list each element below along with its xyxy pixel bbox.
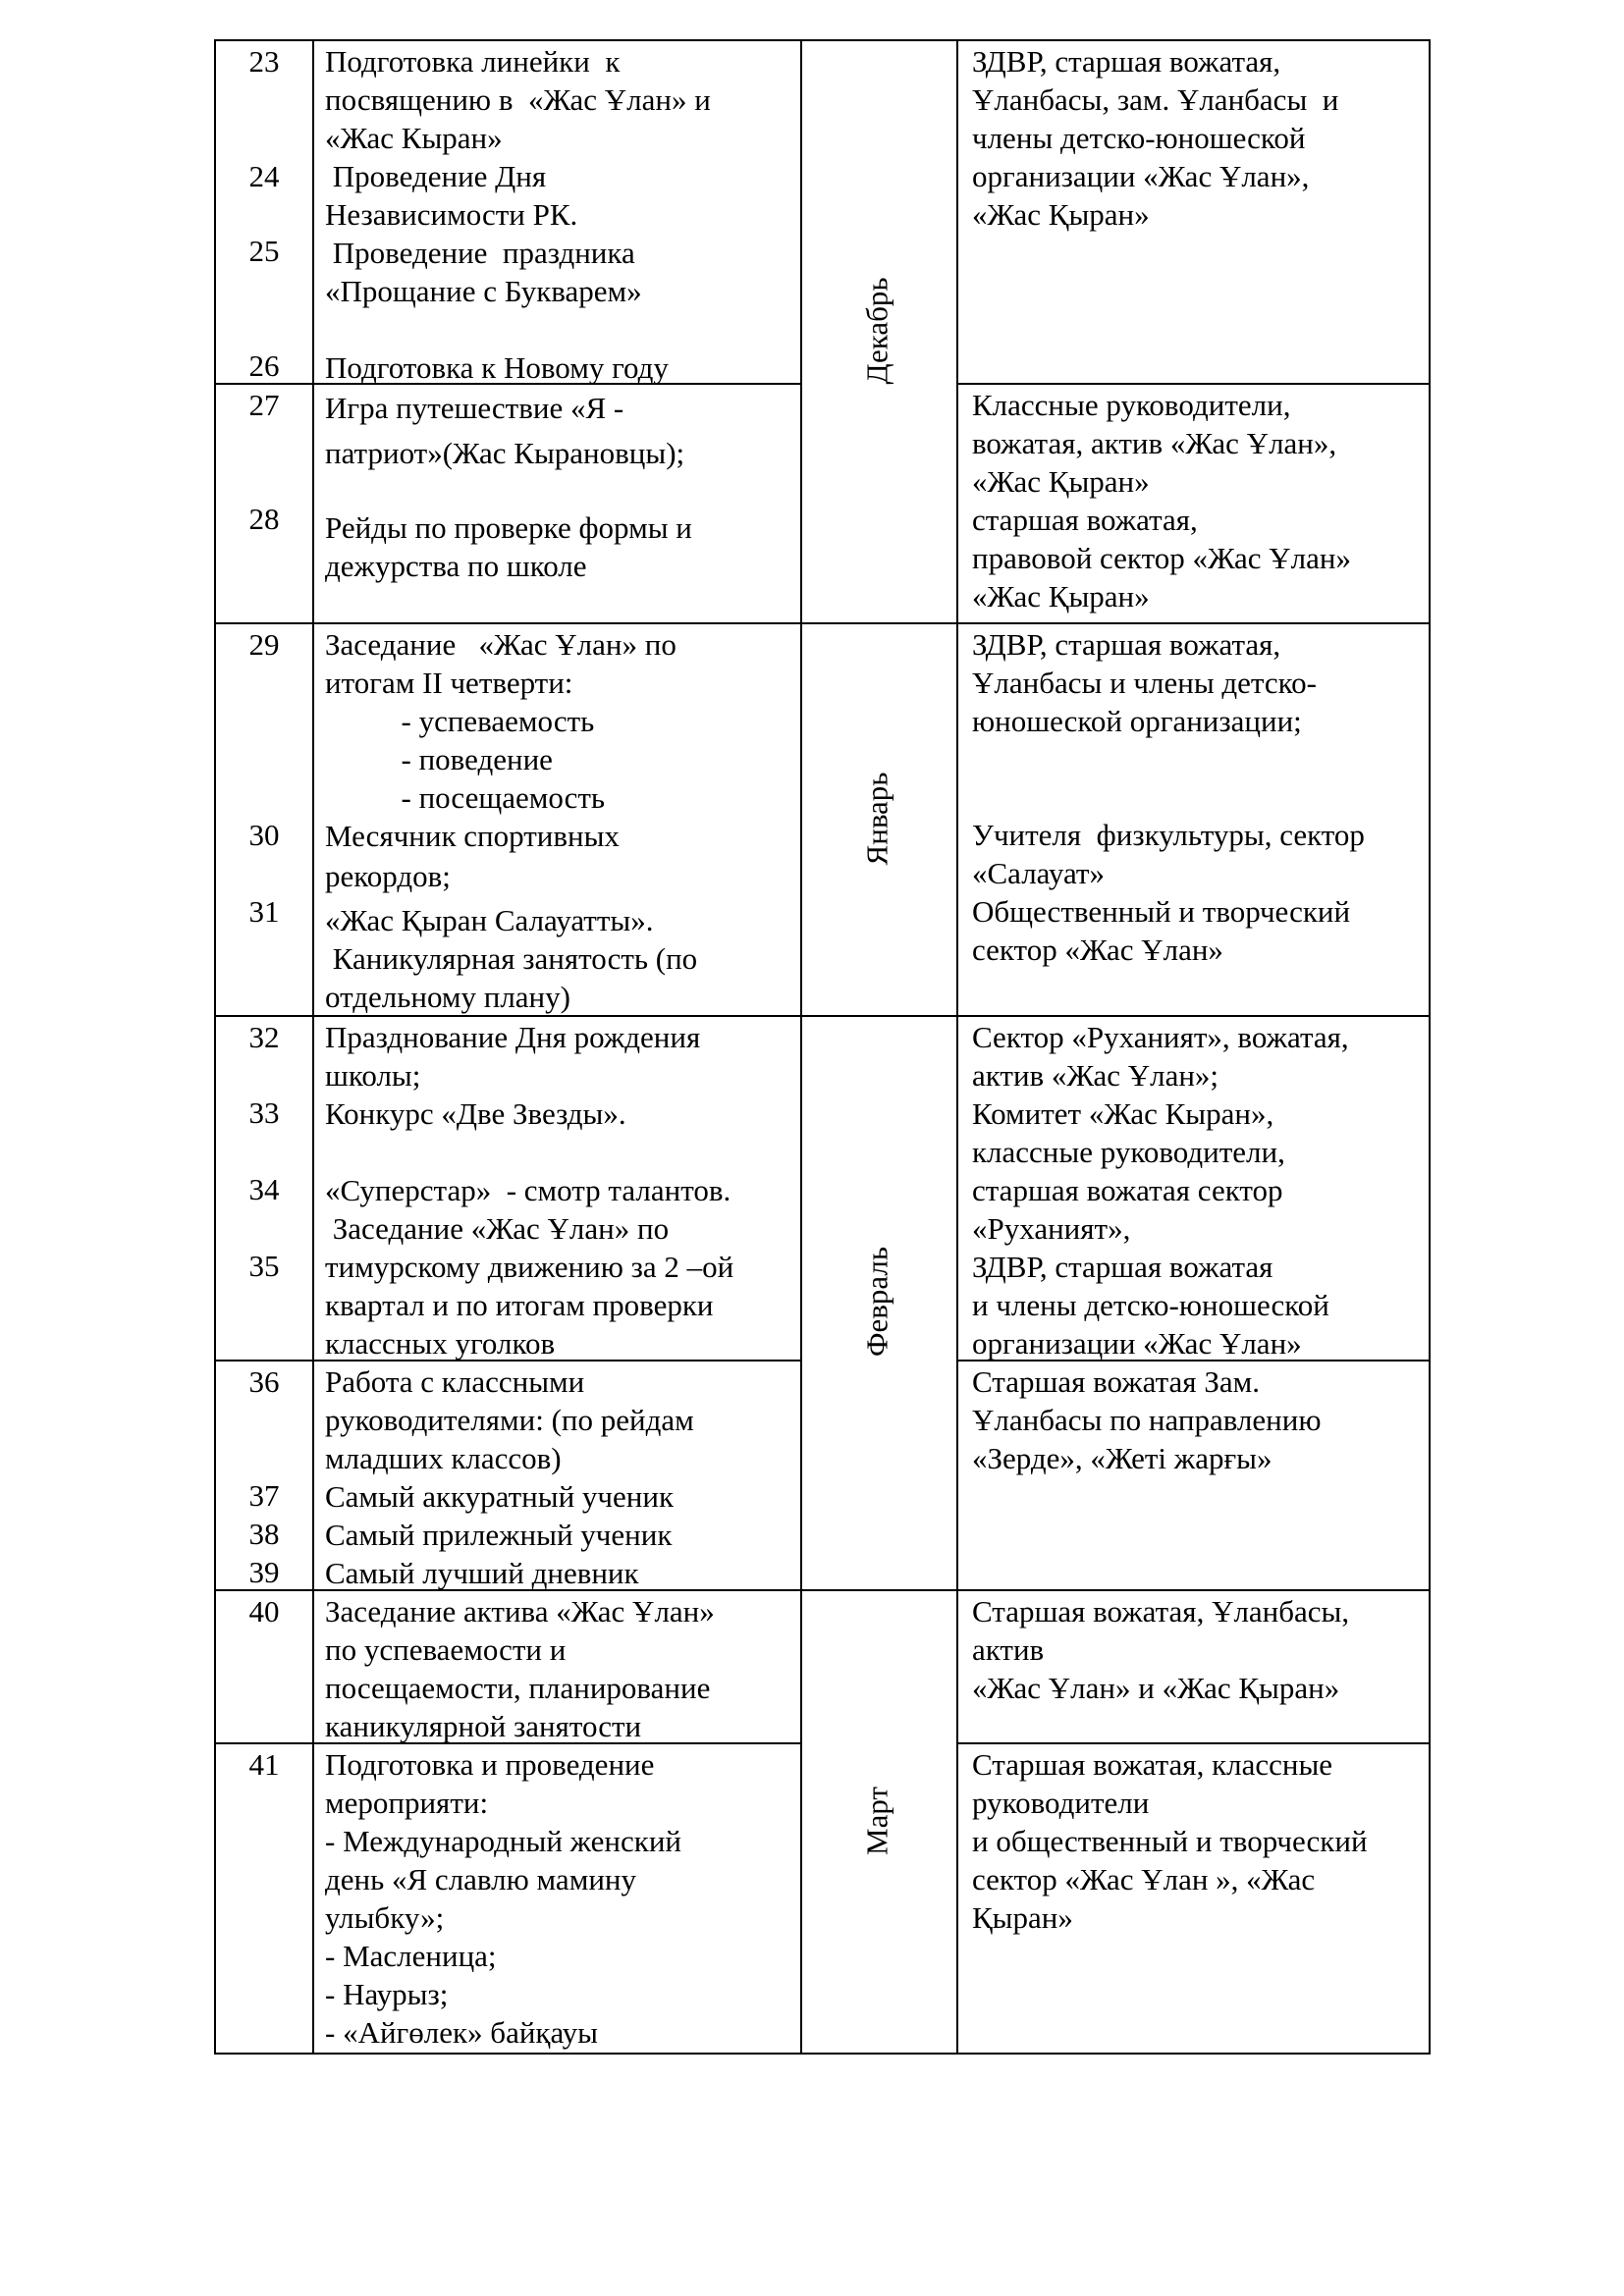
row-number: 40 (248, 1594, 280, 1629)
table-border-bottom (214, 2053, 1431, 2055)
event-cell: Подготовка и проведение мероприяти: - Международный женский день «Я славлю мамину улыбку»; - Масленица; - Наурыз; - «Айгөлек» байқауы (325, 1747, 682, 2050)
row-number: 39 (248, 1555, 280, 1589)
row-number: 29 (248, 627, 280, 662)
event-cell: Подготовка линейки к посвящению в «Жас Ұлан» и «Жас Кыран» Проведение Дня Независимости РК. Проведение праздника «Прощание с Букварем» Подготовка к Новому году (325, 44, 711, 385)
row-number: 31 (248, 894, 280, 929)
responsible-cell: Старшая вожатая, классные руководители и общественный и творческий сектор «Жас Ұлан », «Жас Қыран» (972, 1747, 1368, 1935)
table-border-top (214, 39, 1431, 41)
event-cell: рекордов; (325, 859, 451, 893)
responsible-cell: Классные руководители, вожатая, актив «Жас Ұлан», «Жас Қыран» старшая вожатая, правовой сектор «Жас Ұлан» «Жас Қыран» (972, 388, 1351, 614)
row-number: 34 (248, 1172, 280, 1206)
table-border-right (1429, 39, 1431, 2055)
responsible-cell: Сектор «Руханият», вожатая, актив «Жас Ұлан»; Комитет «Жас Кыран», классные руководители, старшая вожатая сектор «Руханият», ЗДВР, старшая вожатая и члены детско-юношеской организации «Жас Ұлан» (972, 1020, 1349, 1361)
responsible-cell: Старшая вожатая Зам. Ұланбасы по направлению «Зерде», «Жеті жарғы» (972, 1364, 1322, 1475)
row-number: 36 (248, 1364, 280, 1399)
row-number: 23 (248, 44, 280, 79)
row-number: 35 (248, 1249, 280, 1283)
event-cell: Заседание «Жас Ұлан» по итогам II четверти: - успеваемость - поведение - посещаемость Месячник спортивных (325, 627, 677, 853)
month-label-text: Январь (859, 772, 894, 866)
row-number: 37 (248, 1478, 280, 1513)
month-label-text: Март (859, 1787, 894, 1855)
column-divider-event (800, 39, 802, 2055)
event-cell: «Жас Қыран Салауатты». Каникулярная занятость (по отдельному плану) (325, 903, 698, 1014)
row-number: 24 (248, 159, 280, 193)
row-number: 33 (248, 1095, 280, 1130)
event-cell: Заседание актива «Жас Ұлан» по успеваемости и посещаемости, планирование каникулярной занятости (325, 1594, 715, 1743)
responsible-cell: Старшая вожатая, Ұланбасы, актив «Жас Ұлан» и «Жас Қыран» (972, 1594, 1350, 1705)
event-cell: Празднование Дня рождения школы; Конкурс «Две Звезды». «Суперстар» - смотр талантов. Заседание «Жас Ұлан» по тимурскому движению за 2 –ой квартал и по итогам проверки классных уголков (325, 1020, 734, 1361)
row-number: 25 (248, 234, 280, 268)
event-cell: Работа с классными руководителями: (по рейдам младших классов) Самый аккуратный ученик Самый прилежный ученик Самый лучший дневник (325, 1364, 694, 1590)
row-number: 41 (248, 1747, 280, 1782)
row-divider (956, 383, 1431, 385)
event-cell: Рейды по проверке формы и дежурства по школе (325, 510, 692, 583)
row-number: 32 (248, 1020, 280, 1054)
row-number: 30 (248, 818, 280, 852)
month-label-text: Февраль (859, 1246, 894, 1358)
responsible-cell: Учителя физкультуры, сектор «Салауат» Общественный и творческий сектор «Жас Ұлан» (972, 818, 1365, 967)
row-number: 38 (248, 1517, 280, 1551)
row-divider (956, 1742, 1431, 1744)
responsible-cell: ЗДВР, старшая вожатая, Ұланбасы, зам. Ұланбасы и члены детско-юношеской организации «Жас Ұлан», «Жас Қыран» (972, 44, 1339, 232)
month-label-text: Декабрь (859, 277, 894, 385)
row-number: 26 (248, 348, 280, 383)
responsible-cell: ЗДВР, старшая вожатая, Ұланбасы и члены детско- юношеской организации; (972, 627, 1317, 738)
row-number: 28 (248, 502, 280, 536)
column-divider-month (956, 39, 958, 2055)
row-number: 27 (248, 388, 280, 422)
row-divider (214, 622, 1431, 624)
event-cell: Игра путешествие «Я - патриот»(Жас Кырановцы); (325, 391, 685, 470)
